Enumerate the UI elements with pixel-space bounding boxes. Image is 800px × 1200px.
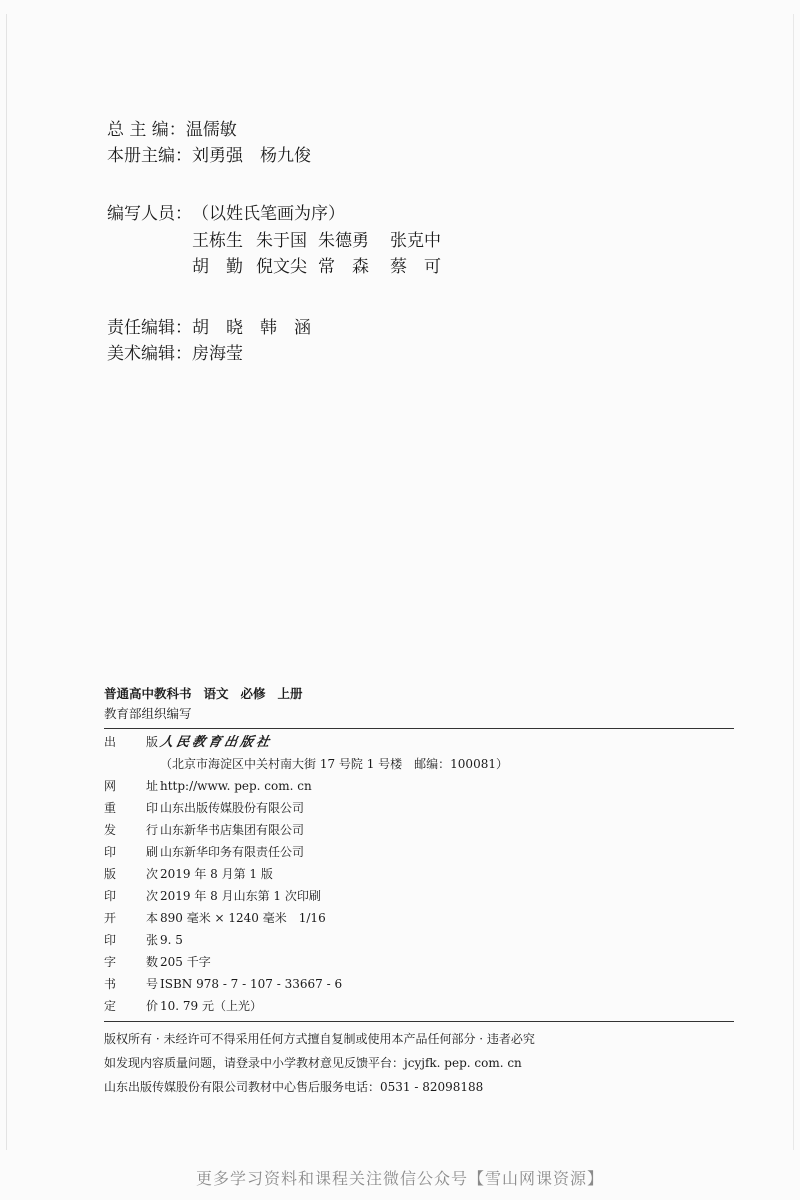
info-row-value: ISBN 978 - 7 - 107 - 33667 - 6	[160, 977, 343, 991]
info-label-char: 印	[146, 801, 159, 815]
title-part: 普通高中教科书	[104, 686, 192, 701]
info-row-value: 2019 年 8 月第 1 版	[160, 867, 273, 881]
info-row-value: （北京市海淀区中关村南大街 17 号院 1 号楼 邮编：100081）	[160, 757, 508, 771]
title-part: 语文	[203, 686, 229, 701]
info-row-label	[104, 930, 160, 950]
info-row	[104, 864, 273, 884]
info-row-label	[104, 798, 160, 818]
info-row	[104, 754, 508, 774]
publisher-logo: 人民教育出版社	[158, 735, 274, 750]
feedback-notice: 如发现内容质量问题，请登录中小学教材意见反馈平台：jcyjfk. pep. com. cn	[104, 1056, 522, 1070]
writers-note: （以姓氏笔画为序）	[192, 204, 345, 224]
info-label-char: 数	[146, 955, 159, 969]
info-row-value: 山东出版传媒股份有限公司	[160, 801, 305, 815]
responsible-editor-names: 胡 晓 韩 涵	[192, 318, 311, 338]
info-row-label	[104, 974, 160, 994]
writers-label: 编写人员：	[107, 204, 192, 224]
info-row	[104, 996, 262, 1016]
art-editor-line	[107, 342, 243, 366]
copyright-notice: 版权所有 · 未经许可不得采用任何方式擅自复制或使用本产品任何部分 · 违者必究	[104, 1032, 535, 1046]
writer-name: 常 森	[318, 257, 369, 277]
writers-line	[107, 202, 345, 226]
info-label-char: 字	[104, 955, 117, 969]
info-label-char: 张	[146, 933, 159, 947]
info-row-label	[104, 864, 160, 884]
info-row	[104, 908, 326, 928]
info-label-char: 出	[104, 735, 117, 749]
info-label-char: 行	[146, 823, 159, 837]
info-label-char: 价	[146, 999, 159, 1013]
info-row	[104, 732, 272, 752]
book-title	[104, 684, 315, 702]
info-label-char: 次	[146, 889, 159, 903]
compiled-by: 教育部组织编写	[104, 706, 192, 721]
info-row-label	[104, 842, 160, 862]
info-label-char: 址	[146, 779, 159, 793]
info-row-label	[104, 908, 160, 928]
info-label-char: 版	[104, 867, 117, 881]
info-label-char: 次	[146, 867, 159, 881]
writers-row-2	[192, 252, 441, 277]
info-row-value: 10. 79 元（上光）	[160, 999, 262, 1013]
writer-name: 胡 勤	[192, 257, 243, 277]
info-label-char: 书	[104, 977, 117, 991]
writer-name: 王栋生	[192, 231, 243, 251]
writer-name: 蔡 可	[390, 257, 441, 277]
info-row-value: http://www. pep. com. cn	[160, 779, 312, 793]
info-row-label	[104, 732, 160, 752]
title-part: 必修	[240, 686, 266, 701]
info-row	[104, 798, 304, 818]
info-row-value: 山东新华书店集团有限公司	[160, 823, 305, 837]
volume-editor-label: 本册主编：	[107, 146, 192, 166]
info-row-label	[104, 776, 160, 796]
chief-editor-label: 总 主 编：	[107, 120, 186, 140]
art-editor-label: 美术编辑：	[107, 344, 192, 364]
divider-bottom	[104, 1021, 734, 1022]
footer-watermark: 更多学习资料和课程关注微信公众号【雪山网课资源】	[195, 1169, 604, 1188]
volume-editor-names: 刘勇强 杨九俊	[192, 146, 311, 166]
info-label-char: 刷	[146, 845, 159, 859]
info-label-char: 印	[104, 933, 117, 947]
writers-row-1	[192, 226, 441, 251]
responsible-editor-line	[107, 316, 311, 340]
info-row	[104, 952, 211, 972]
info-label-char: 重	[104, 801, 117, 815]
info-row-value: 山东新华印务有限责任公司	[160, 845, 305, 859]
art-editor-name: 房海莹	[192, 344, 243, 364]
info-label-char: 版	[146, 735, 159, 749]
info-label-char: 开	[104, 911, 117, 925]
info-row-value: 9. 5	[160, 933, 183, 947]
info-label-char: 定	[104, 999, 117, 1013]
info-row	[104, 820, 304, 840]
divider-top	[104, 728, 734, 729]
info-row-label	[104, 886, 160, 906]
info-row-label	[104, 820, 160, 840]
chief-editor-line	[107, 118, 237, 142]
info-row	[104, 776, 312, 796]
info-label-char: 印	[104, 889, 117, 903]
writer-name: 朱于国	[256, 231, 307, 251]
info-label-char: 号	[146, 977, 159, 991]
chief-editor-name: 温儒敏	[185, 120, 237, 140]
info-row	[104, 886, 321, 906]
info-row-value: 890 毫米 × 1240 毫米 1/16	[160, 911, 326, 925]
info-row-label	[104, 996, 160, 1016]
title-part: 上册	[277, 686, 303, 701]
info-label-char: 本	[146, 911, 159, 925]
info-row-value: 205 千字	[160, 955, 211, 969]
info-row-value: 2019 年 8 月山东第 1 次印刷	[160, 889, 321, 903]
writer-name: 张克中	[390, 231, 441, 251]
info-label-char: 印	[104, 845, 117, 859]
writer-name: 倪文尖	[256, 257, 307, 277]
volume-editor-line	[107, 144, 311, 168]
info-row-label	[104, 754, 160, 774]
info-label-char: 发	[104, 823, 117, 837]
writer-name: 朱德勇	[318, 231, 369, 251]
info-row-label	[104, 952, 160, 972]
info-label-char: 网	[104, 779, 117, 793]
info-row	[104, 974, 342, 994]
responsible-editor-label: 责任编辑：	[107, 318, 192, 338]
service-phone-notice: 山东出版传媒股份有限公司教材中心售后服务电话：0531 - 82098188	[104, 1080, 484, 1094]
info-row	[104, 930, 183, 950]
info-row	[104, 842, 304, 862]
